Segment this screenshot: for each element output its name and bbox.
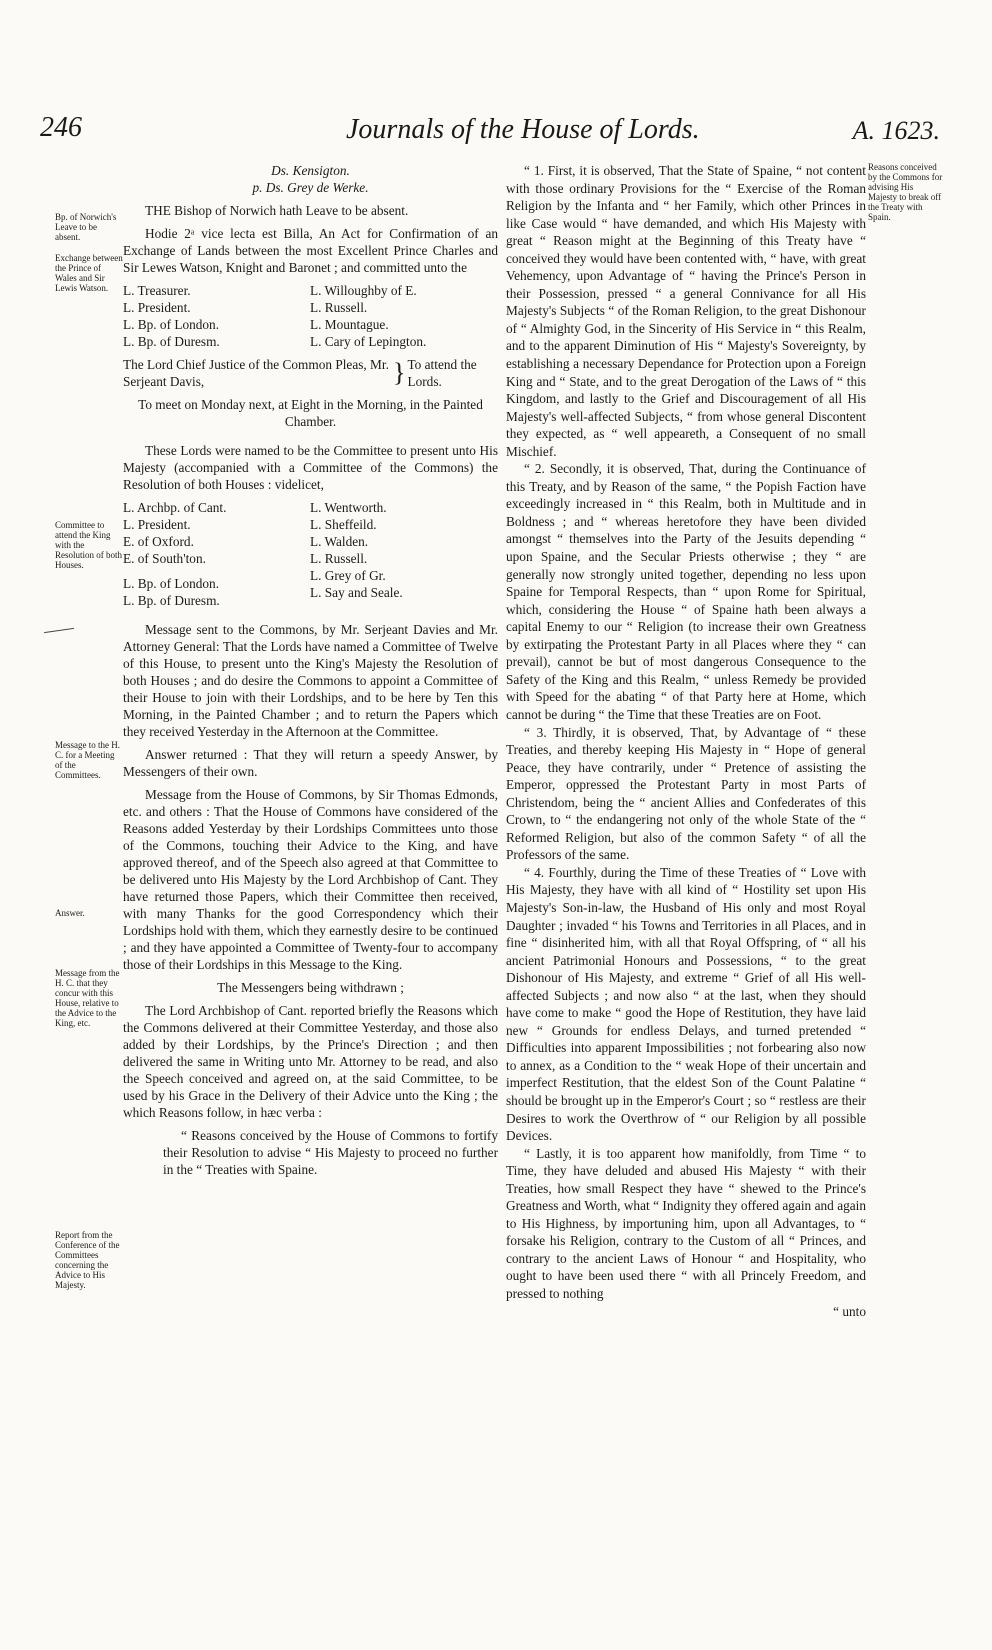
committee-member: L. President. xyxy=(123,517,191,532)
committee-left-column xyxy=(123,499,308,609)
committee-member: L. Grey of Gr. xyxy=(310,568,386,583)
committee-member: L. Bp. of London. xyxy=(123,317,220,332)
committee-member: E. of Oxford. xyxy=(123,534,194,549)
attend-purpose: To attend the Lords. xyxy=(407,357,477,389)
committee-member: L. Willoughby of E. xyxy=(310,283,417,298)
paragraph-answer: Answer returned : That they will return a speedy Answer, by Messengers of their own. xyxy=(123,747,498,779)
committee-member: L. Wentworth. xyxy=(310,500,387,515)
attend-block xyxy=(123,356,498,390)
reason-third: “ 3. Thirdly, it is observed, That, by Advantage of “ these Treaties, and thereby keeping His Majesty in “ Hope of general Peace, they have contrarily, under “ Pretence of assisting the Emperor, oppressed the Protestant Party in most Parts of Christendom, being the “ ancient Allies and Confederates of this Crown, to “ the endangering not only of the whole State of the “ Reformed Religion, but also of the common Safety “ of all the Professors of the same. xyxy=(506,724,866,863)
paragraph-report: The Lord Archbishop of Cant. reported briefly the Reasons which the Commons delivered at their Committee Yesterday, and those also added by their Lordships, by the Prince's Direction ; and then delivered the same in Writing unto Mr. Attorney to be read, and also the Speech conceived and agreed on, at the said Committee, to be used by his Grace in the Delivery of their Advice unto the King ; the which Reasons follow, in hæc verba : xyxy=(123,1003,498,1120)
year-heading: A. 1623. xyxy=(852,116,940,145)
paragraph-committee-named: These Lords were named to be the Committee to present unto His Majesty (accompanied with a Committee of the Commons) the Resolution of both Houses : videlicet, xyxy=(123,443,498,492)
attend-names: The Lord Chief Justice of the Common Pleas, Mr. Serjeant Davis, xyxy=(123,357,389,389)
margin-note-bishop-leave: Bp. of Norwich's Leave to be absent. xyxy=(55,212,117,242)
catchword: “ unto xyxy=(833,1303,866,1319)
intro-line-2: p. Ds. Grey de Werke. xyxy=(252,180,369,195)
committee-member: L. Russell. xyxy=(310,551,368,566)
margin-note-message-from-commons: Message from the H. C. that they concur with this House, relative to the Advice to the King, etc. xyxy=(55,968,120,1028)
reason-lastly: “ Lastly, it is too apparent how manifoldly, from Time “ to Time, they have deluded and abused His Majesty “ with their Treaties, how small Respect they have “ shewed to the Prince's Greatness and Worth, what “ Indignity they offered again and again to His Highness, by importuning him, upon all Advantages, to “ forsake his Religion, contrary to the Custom of all “ Princes, and contrary to the ancient Laws of Honour “ and Hospitality, who ought to have been used there “ with all Princely Freedom, and pressed to nothing xyxy=(506,1145,866,1301)
margin-note-committee: Committee to attend the King with the Resolution of both Houses. xyxy=(55,520,122,570)
left-column xyxy=(123,162,498,1178)
messengers-withdrawn: The Messengers being withdrawn ; xyxy=(217,980,404,995)
margin-note-answer: Answer. xyxy=(55,908,85,918)
brace: } xyxy=(393,358,406,387)
reason-first: “ 1. First, it is observed, That the State of Spaine, “ not content with those ordinary Provisions for the “ Exercise of the Roman Religion by the Infanta and “ her Family, which other Princes in like Case would “ have demanded, and which His Majesty with great “ Reason might at the Beginning of this Treaty have “ conceived they would have been contented with, “ have, with great Vehemency, upon Advantage of “ having the Prince's Person in their Possession, pressed “ a general Connivance for all His Majesty's Subjects “ of the Roman Religion, to the great Dishonour of “ Almighty God, in the Sincerity of His Service in “ this Realm, and to the apparent Diminution of His “ Majesty's Sovereignty, by establishing a necessary Dependance for Protection upon a Foreign King and “ State, and to the great Derogation of the Laws of “ this Kingdom, and lastly to the Grief and Discouragement of all His Majesty's well-affected Subjects, “ from whose general Discontent they expected, as “ well appeareth, a Consequent of no small Mischief. xyxy=(506,163,866,459)
committee-list-1 xyxy=(123,282,498,350)
committee-right-column xyxy=(310,499,495,609)
committee-list-2 xyxy=(123,499,498,609)
paragraph-message-from-commons: Message from the House of Commons, by Sir Thomas Edmonds, etc. and others : That the House of Commons have considered of the Reasons added Yesterday by their Lordships Committees unto those of the Commons, touching their Advice to the King, and have approved thereof, and of the Speech also agreed at that Committee to be delivered unto His Majesty by the Lord Archbishop of Cant. They have returned those Papers, which their Committee then received, with many Thanks for the good Correspondency which their Lordships hold with them, which they earnestly desire to be continued ; and they have appointed a Committee of Twenty-four to accompany those of their Lordships in this Message to the King. xyxy=(123,787,498,972)
reason-second: “ 2. Secondly, it is observed, That, during the Continuance of this Treaty, and by Reason of the same, “ the Popish Faction have exceedingly increased in “ this Realm, both in Multitude and in Boldness ; and “ whereas heretofore they have been divided amongst “ themselves into the Party of the Jesuits depending “ upon Spaine, and the Secular Priests otherwise ; they “ are generally now strongly united together, depending no less upon Spaine for Temporal Respects, than “ upon Rome for Spiritual, which, considering the House “ of Spaine hath been always a capital Enemy to our “ Religion (to increase their own Greatness by extirpating the Protestant Party in all Places where they “ can prevail), cannot be but of most dangerous Consequence to the Safety of the King and this Realm, “ unless Remedy be provided with Speed for the abating “ of that Party here at Home, which cannot be during “ the Time that these Treaties are on Foot. xyxy=(506,461,866,722)
committee-member: L. Treasurer. xyxy=(123,283,191,298)
pen-mark xyxy=(44,628,74,633)
paragraph-exchange-bill: Hodie 2ᵃ vice lecta est Billa, An Act for Confirmation of an Exchange of Lands between the most Excellent Prince Charles and Sir Lewes Watson, Knight and Baronet ; and committed unto the xyxy=(123,226,498,275)
committee-right-column xyxy=(310,282,495,350)
margin-note-exchange: Exchange between the Prince of Wales and Sir Lewis Watson. xyxy=(55,253,123,293)
committee-member: L. Bp. of London. xyxy=(123,576,220,591)
committee-member: E. of South'ton. xyxy=(123,551,206,566)
committee-member: L. Walden. xyxy=(310,534,369,549)
committee-left-column xyxy=(123,282,308,350)
meeting-note: To meet on Monday next, at Eight in the Morning, in the Painted Chamber. xyxy=(138,397,483,429)
page-number: 246 xyxy=(40,112,82,143)
margin-note-message: Message to the H. C. for a Meeting of the Committees. xyxy=(55,740,120,780)
paragraph-bishop-leave: THE Bishop of Norwich hath Leave to be absent. xyxy=(145,203,409,218)
page-header xyxy=(40,112,940,156)
right-column xyxy=(506,162,866,1320)
committee-member: L. Mountague. xyxy=(310,317,389,332)
margin-note-report: Report from the Conference of the Committees concerning the Advice to His Majesty. xyxy=(55,1230,120,1290)
committee-member: L. Say and Seale. xyxy=(310,585,403,600)
committee-member: L. Cary of Lepington. xyxy=(310,334,427,349)
committee-member: L. Bp. of Duresm. xyxy=(123,593,220,608)
committee-member: L. Bp. of Duresm. xyxy=(123,334,220,349)
committee-member: L. Sheffeild. xyxy=(310,517,377,532)
paragraph-message-to-commons: Message sent to the Commons, by Mr. Serjeant Davies and Mr. Attorney General: That the Lords have named a Committee of Twelve of this House, to present unto the King's Majesty the Resolution of both Houses ; and do desire the Commons to appoint a Committee of their House to join with their Lordships, and to be here by Ten this Morning, in the Painted Chamber ; and to return the Papers which they received Yesterday in the Afternoon at the Committee. xyxy=(123,622,498,739)
committee-member: L. Russell. xyxy=(310,300,368,315)
reason-fourth: “ 4. Fourthly, during the Time of these Treaties of “ Love with His Majesty, they have with all kind of “ Hostility set upon His Majesty's Son-in-law, the Husband of His only and most Royal Daughter ; invaded “ his Towns and Territories in all Places, and in fine “ disinherited him, with all that Royal Offspring, of “ all his ancient Patrimonial Honours and Possessions, “ to the great Dishonour of His Majesty, and extreme “ Grief of all His well-affected Subjects ; and now also “ at the last, when they should have come to make “ good the Hope of Restitution, they have laid new “ Grounds for endless Delays, and turned pretended “ Difficulties into apparent Impossibilities ; not forbearing also now to annex, as a Condition to the “ weak Hope of their uncertain and imperfect Restitution, that the eldest Son of the Count Palatine “ should be brought up in the Emperor's Court ; so “ restless are their Desires to work the Overthrow of “ our Religion by all possible Devices. xyxy=(506,864,866,1144)
running-title: Journals of the House of Lords. xyxy=(346,114,700,145)
committee-member: L. Archbp. of Cant. xyxy=(123,500,227,515)
margin-note-reasons: Reasons conceived by the Commons for advising His Majesty to break off the Treaty with Spain. xyxy=(868,162,943,222)
committee-member: L. President. xyxy=(123,300,191,315)
intro-line-1: Ds. Kensigton. xyxy=(271,163,350,178)
reasons-heading: “ Reasons conceived by the House of Commons to fortify their Resolution to advise “ His Majesty to proceed no further in the “ Treaties with Spaine. xyxy=(163,1128,498,1177)
